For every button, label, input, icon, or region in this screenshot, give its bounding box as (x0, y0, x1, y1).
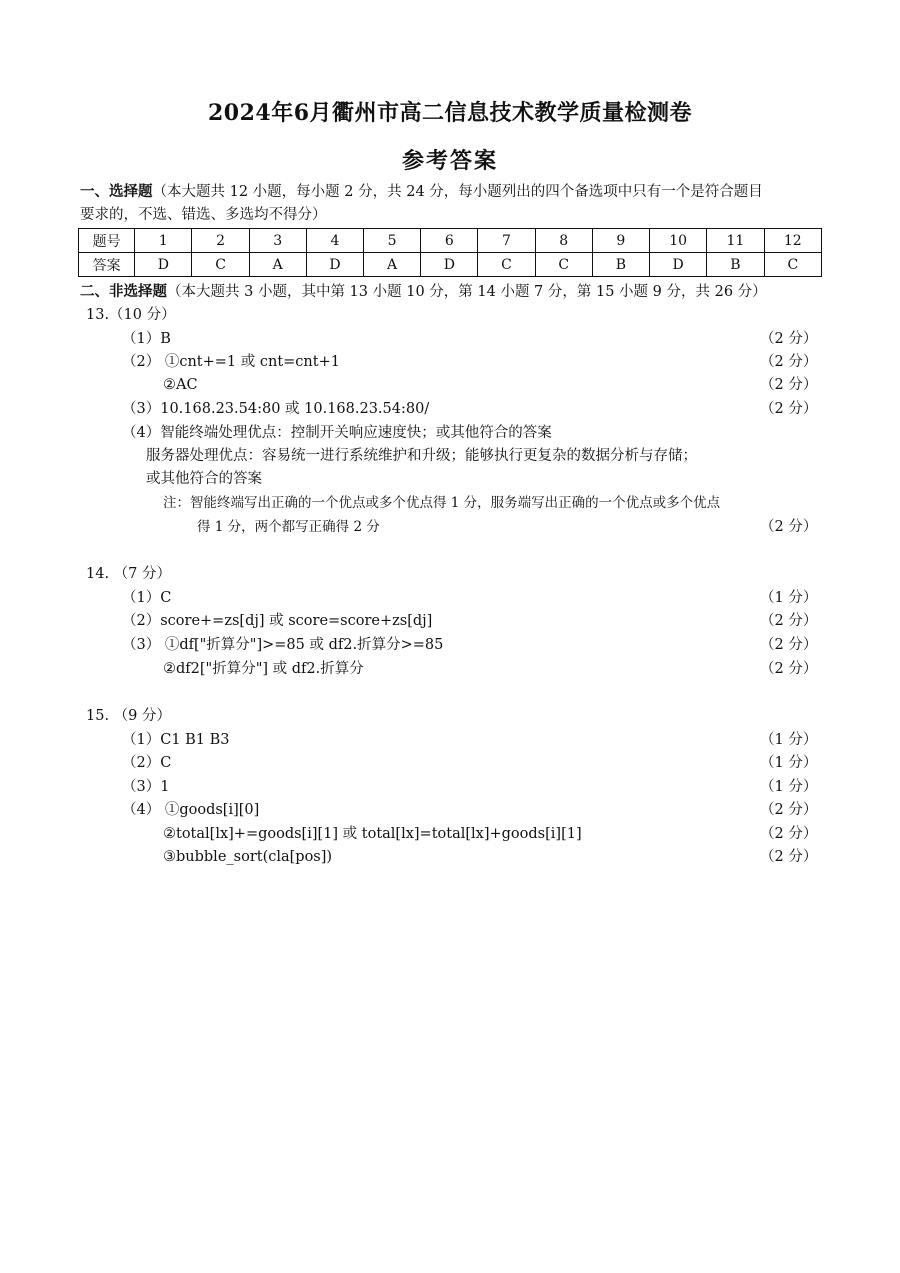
q15-answer-5: ②total[lx]+=goods[i][1] 或 total[lx]=total[lx]+goods[i][1] (163, 826, 582, 842)
table-cell-number: 11 (707, 229, 764, 253)
table-cell-number: 6 (421, 229, 478, 253)
section1-line1 (80, 182, 763, 202)
section1-heading: 一、选择题 (80, 183, 153, 200)
q15-answer-6: ③bubble_sort(cla[pos]) (163, 849, 333, 865)
q14-score-1: （1 分） (760, 590, 818, 606)
page-title: 2024年6月衢州市高二信息技术教学质量检测卷 (207, 100, 693, 126)
section2-desc: （本大题共 3 小题，其中第 13 小题 10 分，第 14 小题 7 分，第 15 小题 9 分，共 26 分） (167, 284, 767, 300)
table-cell-number: 8 (535, 229, 592, 253)
q15-score-1: （1 分） (760, 732, 818, 748)
section1-desc-1: （本大题共 12 小题，每小题 2 分，共 24 分，每小题列出的四个备选项中只有一个是符合题目 (152, 184, 763, 200)
table-cell-number: 9 (592, 229, 649, 253)
q13-score-1: （2 分） (760, 331, 818, 347)
q13-answer-5: （4）智能终端处理优点：控制开关响应速度快；或其他符合的答案 (122, 425, 552, 441)
section2-heading: 二、非选择题 (80, 283, 167, 300)
table-row-answers (79, 253, 822, 277)
table-cell-number: 10 (649, 229, 706, 253)
table-row-label: 答案 (79, 253, 135, 277)
table-row-numbers (79, 229, 822, 253)
q13-heading: 13.（10 分） (86, 307, 176, 323)
q14-answer-1: （1）C (122, 590, 172, 606)
page-subtitle: 参考答案 (401, 148, 498, 174)
q15-score-4: （2 分） (760, 802, 818, 818)
q13-answer-6: 服务器处理优点：容易统一进行系统维护和升级；能够执行更复杂的数据分析与存储； (146, 448, 697, 464)
q14-heading: 14. （7 分） (86, 566, 172, 582)
table-cell-number: 12 (764, 229, 821, 253)
table-cell-answer: C (478, 253, 535, 277)
table-cell-answer: D (306, 253, 363, 277)
q15-heading: 15. （9 分） (86, 708, 172, 724)
table-cell-answer: B (707, 253, 764, 277)
table-cell-answer: B (592, 253, 649, 277)
q13-score-3: （2 分） (760, 377, 818, 393)
q13-score-2: （2 分） (760, 354, 818, 370)
table-row-label: 题号 (79, 229, 135, 253)
q15-score-3: （1 分） (760, 779, 818, 795)
q14-answer-4: ②df2["折算分"] 或 df2.折算分 (163, 661, 364, 677)
q13-answer-7: 或其他符合的答案 (146, 471, 262, 487)
q13-answer-2: （2） ①cnt+=1 或 cnt=cnt+1 (122, 354, 340, 370)
table-cell-answer: A (249, 253, 306, 277)
q14-score-4: （2 分） (760, 661, 818, 677)
table-cell-answer: A (364, 253, 421, 277)
q15-score-5: （2 分） (760, 826, 818, 842)
q15-score-2: （1 分） (760, 755, 818, 771)
q14-score-3: （2 分） (760, 637, 818, 653)
q13-answer-3: ②AC (163, 377, 198, 393)
q14-answer-3: （3） ①df["折算分"]>=85 或 df2.折算分>=85 (122, 637, 444, 653)
q13-score-5: （2 分） (760, 519, 818, 535)
table-cell-answer: D (649, 253, 706, 277)
q15-answer-1: （1）C1 B1 B3 (122, 732, 230, 748)
answer-table (78, 228, 822, 277)
q14-score-2: （2 分） (760, 613, 818, 629)
q13-note-1: 注：智能终端写出正确的一个优点或多个优点得 1 分，服务端写出正确的一个优点或多个优点 (163, 495, 721, 511)
table-cell-number: 4 (306, 229, 363, 253)
table-cell-number: 2 (192, 229, 249, 253)
q15-answer-3: （3）1 (122, 779, 170, 795)
section2-line (80, 282, 767, 302)
table-cell-number: 5 (364, 229, 421, 253)
table-cell-number: 7 (478, 229, 535, 253)
q13-score-4: （2 分） (760, 401, 818, 417)
q15-score-6: （2 分） (760, 849, 818, 865)
q13-answer-4: （3）10.168.23.54:80 或 10.168.23.54:80/ (122, 401, 430, 417)
table-cell-answer: D (421, 253, 478, 277)
table-cell-answer: C (764, 253, 821, 277)
q14-answer-2: （2）score+=zs[dj] 或 score=score+zs[dj] (122, 613, 433, 629)
table-cell-answer: C (535, 253, 592, 277)
q13-answer-1: （1）B (122, 331, 171, 347)
table-cell-answer: D (135, 253, 192, 277)
q15-answer-4: （4） ①goods[i][0] (122, 802, 260, 818)
section1-desc-2: 要求的，不选、错选、多选均不得分） (80, 207, 327, 223)
table-cell-number: 1 (135, 229, 192, 253)
q13-note-2: 得 1 分，两个都写正确得 2 分 (197, 519, 380, 535)
q15-answer-2: （2）C (122, 755, 172, 771)
table-cell-answer: C (192, 253, 249, 277)
table-cell-number: 3 (249, 229, 306, 253)
